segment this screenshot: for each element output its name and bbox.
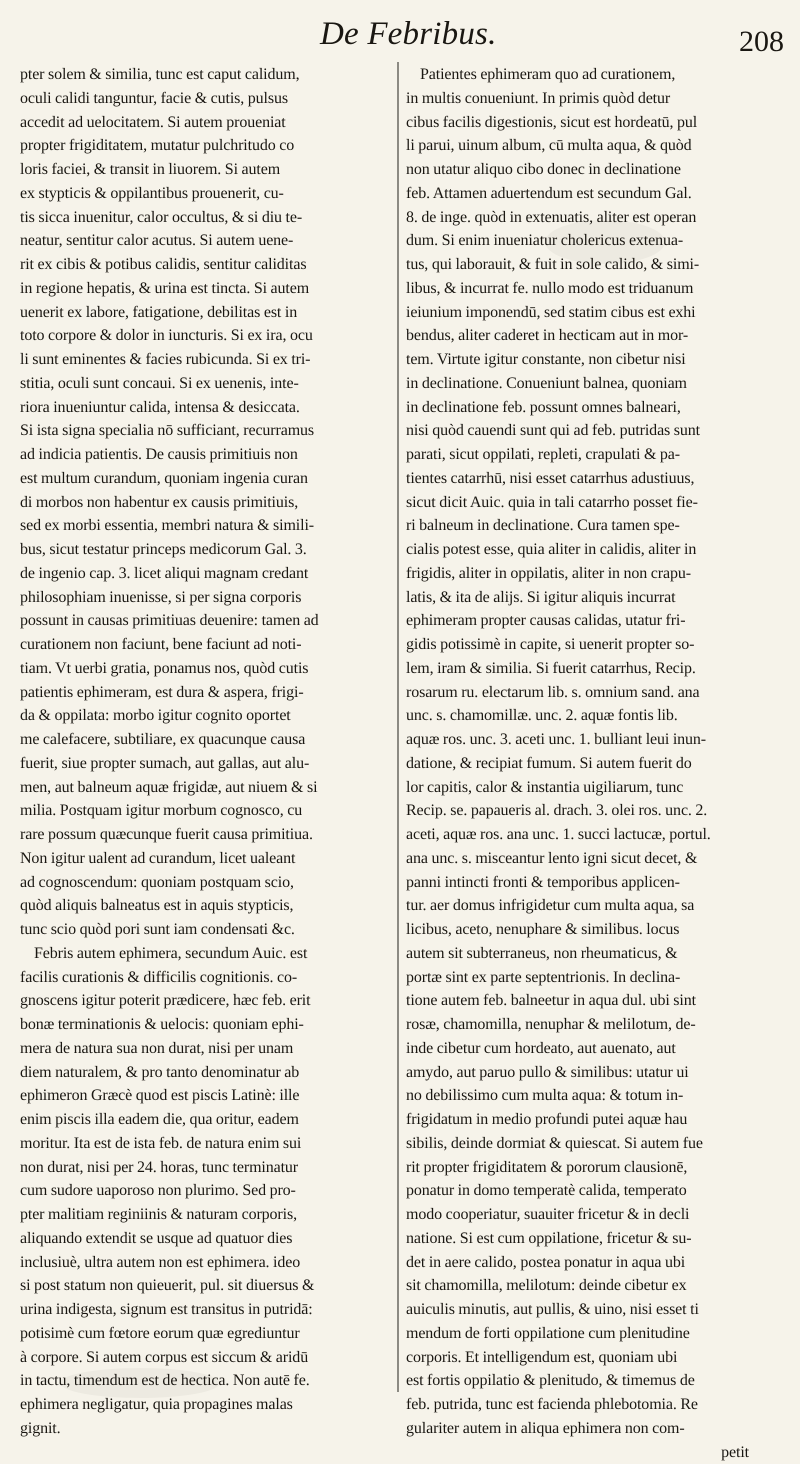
- text-line: tione autem feb. balneetur in aqua dul. ubi sint: [406, 989, 794, 1013]
- text-line: corporis. Et intelligendum est, quoniam ubi: [406, 1346, 794, 1370]
- text-line: in declinatione feb. possunt omnes balneari,: [406, 396, 794, 420]
- text-line: Si ista signa specialia nō sufficiant, recurramus: [20, 419, 408, 443]
- text-line: de ingenio cap. 3. licet aliqui magnam credant: [20, 562, 408, 586]
- text-line: bendus, aliter caderet in hecticam aut in mor-: [406, 324, 794, 348]
- text-line: li sunt eminentes & facies rubicunda. Si ex tri-: [20, 348, 408, 372]
- text-line: det in aere calido, postea ponatur in aqua ubi: [406, 1251, 794, 1275]
- text-line: libus, & incurrat fe. nullo modo est triduanum: [406, 277, 794, 301]
- text-line: ieiunium imponendū, sed statim cibus est exhi: [406, 301, 794, 325]
- text-line: tem. Virtute igitur constante, non cibetur nisi: [406, 348, 794, 372]
- text-line: ex stypticis & oppilantibus prouenerit, cu-: [20, 182, 408, 206]
- text-line: di morbos non habentur ex causis primitiuis,: [20, 491, 408, 515]
- text-line: pter malitiam reginiinis & naturam corporis,: [20, 1203, 408, 1227]
- paragraph-start-line: Febris autem ephimera, secundum Auic. est: [20, 942, 408, 966]
- text-line: ephimeram propter causas calidas, utatur fri-: [406, 609, 794, 633]
- text-line: tus, qui laborauit, & fuit in sole calido, & simi-: [406, 253, 794, 277]
- right-text-column: [406, 63, 794, 1398]
- text-line: sibilis, deinde dormiat & quiescat. Si autem fue: [406, 1132, 794, 1156]
- text-line: autem sit subterraneus, non rheumaticus, &: [406, 942, 794, 966]
- text-line: li parui, uinum album, cū multa aqua, & quòd: [406, 134, 794, 158]
- text-line: tis sicca inuenitur, calor occultus, & si diu te-: [20, 206, 408, 230]
- text-line: à corpore. Si autem corpus est siccum & aridū: [20, 1346, 408, 1370]
- text-line: mendum de forti oppilatione cum plenitudine: [406, 1322, 794, 1346]
- text-line: frigidis, aliter in oppilatis, aliter in non crapu-: [406, 562, 794, 586]
- text-line: ad cognoscendum: quoniam postquam scio,: [20, 871, 408, 895]
- text-line: neatur, sentitur calor acutus. Si autem uene-: [20, 229, 408, 253]
- text-line: ad indicia patientis. De causis primitiuis non: [20, 443, 408, 467]
- text-line: bonæ terminationis & uelocis: quoniam ephi-: [20, 1013, 408, 1037]
- text-line: est multum curandum, quoniam ingenia curan: [20, 467, 408, 491]
- text-line: nisi quòd cauendi sunt qui ad feb. putridas sunt: [406, 419, 794, 443]
- text-line: gignit.: [20, 1417, 408, 1441]
- text-line: urina indigesta, signum est transitus in putridā:: [20, 1298, 408, 1322]
- text-line: possunt in causas primitiuas deuenire: tamen ad: [20, 609, 408, 633]
- text-line: Non igitur ualent ad curandum, licet ualeant: [20, 847, 408, 871]
- text-line: auiculis minutis, aut pullis, & uino, nisi esset ti: [406, 1298, 794, 1322]
- text-line: loris faciei, & transit in liuorem. Si autem: [20, 158, 408, 182]
- text-line: modo cooperiatur, suauiter fricetur & in decli: [406, 1203, 794, 1227]
- text-line: moritur. Ita est de ista feb. de natura enim sui: [20, 1132, 408, 1156]
- text-line: stitia, oculi sunt concaui. Si ex uenenis, inte-: [20, 372, 408, 396]
- text-line: curationem non faciunt, bene faciunt ad noti-: [20, 633, 408, 657]
- text-line: ephimeron Græcè quod est piscis Latinè: ille: [20, 1084, 408, 1108]
- text-line: portæ sint ex parte septentrionis. In declina-: [406, 966, 794, 990]
- catchword: petit: [406, 1441, 794, 1464]
- text-line: gidis potissimè in capite, si uenerit propter so-: [406, 633, 794, 657]
- text-line: propter frigiditatem, mutatur pulchritudo co: [20, 134, 408, 158]
- text-line: rare possum quæcunque fuerit causa primitiua.: [20, 823, 408, 847]
- text-line: feb. putrida, tunc est facienda phlebotomia. Re: [406, 1393, 794, 1417]
- text-line: dum. Si enim inueniatur cholericus extenua-: [406, 229, 794, 253]
- text-line: natione. Si est cum oppilatione, fricetur & su-: [406, 1227, 794, 1251]
- text-line: frigidatum in medio profundi putei aquæ hau: [406, 1108, 794, 1132]
- paragraph-start-line: Patientes ephimeram quo ad curationem,: [406, 63, 794, 87]
- text-line: tunc scio quòd pori sunt iam condensati &c.: [20, 918, 408, 942]
- text-line: pter solem & similia, tunc est caput calidum,: [20, 63, 408, 87]
- text-line: aceti, aquæ ros. ana unc. 1. succi lactucæ, portul.: [406, 823, 794, 847]
- text-line: ephimera negligatur, quia propagines malas: [20, 1393, 408, 1417]
- text-line: parati, sicut oppilati, repleti, crapulati & pa-: [406, 443, 794, 467]
- text-line: inclusiuè, ultra autem non est ephimera. ideo: [20, 1251, 408, 1275]
- text-line: non durat, nisi per 24. horas, tunc terminatur: [20, 1156, 408, 1180]
- text-line: tiam. Vt uerbi gratia, ponamus nos, quòd cutis: [20, 657, 408, 681]
- text-line: me calefacere, subtiliare, ex quacunque causa: [20, 728, 408, 752]
- text-line: oculi calidi tanguntur, facie & cutis, pulsus: [20, 87, 408, 111]
- text-line: cibus facilis digestionis, sicut est hordeatū, pul: [406, 111, 794, 135]
- running-title: De Febribus.: [320, 8, 540, 60]
- text-line: aliquando extendit se usque ad quatuor dies: [20, 1227, 408, 1251]
- text-line: cum sudore uaporoso non plurimo. Sed pro-: [20, 1179, 408, 1203]
- text-line: potisimè cum fœtore eorum quæ egrediuntur: [20, 1322, 408, 1346]
- text-line: quòd aliquis balneatus est in aquis stypticis,: [20, 894, 408, 918]
- text-line: diem naturalem, & pro tanto denominatur ab: [20, 1061, 408, 1085]
- text-line: datione, & recipiat fumum. Si autem fuerit do: [406, 752, 794, 776]
- text-line: men, aut balneum aquæ frigidæ, aut niuem & si: [20, 776, 408, 800]
- text-line: toto corpore & dolor in iuncturis. Si ex ira, ocu: [20, 324, 408, 348]
- text-line: tientes catarrhū, nisi esset catarrhus adustiuus,: [406, 467, 794, 491]
- left-text-column: [20, 63, 408, 1398]
- text-line: in multis conueniunt. In primis quòd detur: [406, 87, 794, 111]
- text-line: uenerit ex labore, fatigatione, debilitas est in: [20, 301, 408, 325]
- text-line: in declinatione. Conueniunt balnea, quoniam: [406, 372, 794, 396]
- text-line: in regione hepatis, & urina est tincta. Si autem: [20, 277, 408, 301]
- text-line: gnoscens igitur poterit prædicere, hæc feb. erit: [20, 989, 408, 1013]
- text-line: ponatur in domo temperatè calida, temperato: [406, 1179, 794, 1203]
- text-line: inde cibetur cum hordeato, aut auenato, aut: [406, 1037, 794, 1061]
- text-line: enim piscis illa eadem die, qua oritur, eadem: [20, 1108, 408, 1132]
- text-line: licibus, aceto, nenuphare & similibus. locus: [406, 918, 794, 942]
- text-line: amydo, aut paruo pullo & similibus: utatur ui: [406, 1061, 794, 1085]
- text-line: da & oppilata: morbo igitur cognito oportet: [20, 704, 408, 728]
- text-line: Recip. se. papaueris al. drach. 3. olei ros. unc. 2.: [406, 799, 794, 823]
- text-line: 8. de inge. quòd in extenuatis, aliter est operan: [406, 206, 794, 230]
- text-line: aquæ ros. unc. 3. aceti unc. 1. bulliant leui inun-: [406, 728, 794, 752]
- text-line: philosophiam inuenisse, si per signa corporis: [20, 586, 408, 610]
- text-line: riora inueniuntur calida, intensa & desiccata.: [20, 396, 408, 420]
- text-line: latis, & ita de alijs. Si igitur aliquis incurrat: [406, 586, 794, 610]
- text-line: mera de natura sua non durat, nisi per unam: [20, 1037, 408, 1061]
- text-line: bus, sicut testatur princeps medicorum Gal. 3.: [20, 538, 408, 562]
- text-line: gulariter autem in aliqua ephimera non com-: [406, 1417, 794, 1441]
- text-line: patientis ephimeram, est dura & aspera, frigi-: [20, 681, 408, 705]
- text-line: feb. Attamen aduertendum est secundum Gal.: [406, 182, 794, 206]
- text-line: panni intincti fronti & temporibus applicen-: [406, 871, 794, 895]
- text-line: est fortis oppilatio & plenitudo, & timemus de: [406, 1369, 794, 1393]
- text-line: rosæ, chamomilla, nenuphar & melilotum, de-: [406, 1013, 794, 1037]
- page-number: 208: [694, 24, 784, 60]
- text-line: sicut dicit Auic. quia in tali catarrho posset fie-: [406, 491, 794, 515]
- text-line: in tactu, timendum est de hectica. Non autē fe.: [20, 1369, 408, 1393]
- text-line: lem, iram & similia. Si fuerit catarrhus, Recip.: [406, 657, 794, 681]
- text-line: no debilissimo cum multa aqua: & totum in-: [406, 1084, 794, 1108]
- text-line: tur. aer domus infrigidetur cum multa aqua, sa: [406, 894, 794, 918]
- text-line: fuerit, siue propter sumach, aut gallas, aut alu-: [20, 752, 408, 776]
- text-line: non utatur aliquo cibo donec in declinatione: [406, 158, 794, 182]
- text-line: si post statum non quieuerit, pul. sit diuersus &: [20, 1274, 408, 1298]
- text-line: sit chamomilla, melilotum: deinde cibetur ex: [406, 1274, 794, 1298]
- text-line: unc. s. chamomillæ. unc. 2. aquæ fontis lib.: [406, 704, 794, 728]
- text-line: accedit ad uelocitatem. Si autem proueniat: [20, 111, 408, 135]
- text-line: ri balneum in declinatione. Cura tamen spe-: [406, 514, 794, 538]
- text-line: rosarum ru. electarum lib. s. omnium sand. ana: [406, 681, 794, 705]
- text-line: facilis curationis & difficilis cognitionis. co-: [20, 966, 408, 990]
- text-line: rit ex cibis & potibus calidis, sentitur caliditas: [20, 253, 408, 277]
- column-divider: [397, 62, 399, 1392]
- text-line: milia. Postquam igitur morbum cognosco, cu: [20, 799, 408, 823]
- text-line: rit propter frigiditatem & pororum clausionē,: [406, 1156, 794, 1180]
- text-line: ana unc. s. misceantur lento igni sicut decet, &: [406, 847, 794, 871]
- text-line: cialis potest esse, quia aliter in calidis, aliter in: [406, 538, 794, 562]
- text-line: lor capitis, calor & instantia uigiliarum, tunc: [406, 776, 794, 800]
- text-line: sed ex morbi essentia, membri natura & simili-: [20, 514, 408, 538]
